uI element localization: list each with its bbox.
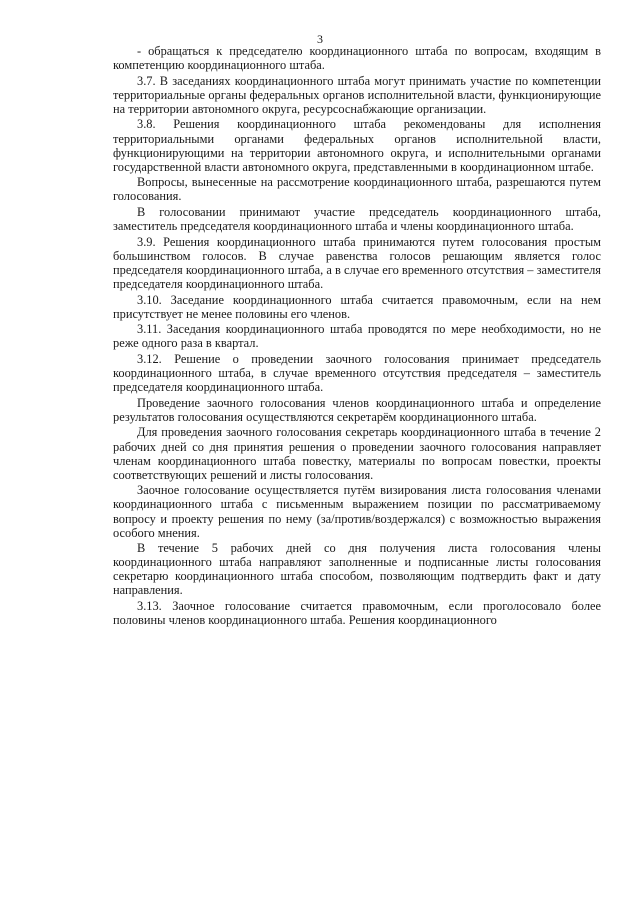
paragraph-absentee-vote-materials: Для проведения заочного голосования секретарь координационного штаба в течение 2 рабочих дней со дня принятия решения о проведении заочного голосования направляет членам координационного штаба повестку, материалы по вопросам повестки, проекты соответствующих решений и листы голосования. [113,425,601,482]
paragraph-voting-questions: Вопросы, вынесенные на рассмотрение координационного штаба, разрешаются путем голосования. [113,175,601,204]
paragraph-absentee-vote-procedure: Заочное голосование осуществляется путём визирования листа голосования членами координационного штаба с письменным выражением позиции по рассматриваемому вопросу и проекту решения по нему (за/против/воздержался) с возможностью выражения особого мнения. [113,483,601,540]
paragraph-3-13: 3.13. Заочное голосование считается правомочным, если проголосовало более половины членов координационного штаба. Решения координационного [113,599,601,628]
paragraph-voting-participants: В голосовании принимают участие председатель координационного штаба, заместитель председателя координационного штаба и члены координационного штаба. [113,205,601,234]
paragraph-3-12: 3.12. Решение о проведении заочного голосования принимает председатель координационного штаба, в случае временного отсутствия председателя – заместитель председателя координационного штаба. [113,351,601,395]
paragraph-3-8: 3.8. Решения координационного штаба рекомендованы для исполнения территориальными органами федеральных органов исполнительной власти, функционирующими на территории автономного округа, и исполнительными органами государственной власти автономного округа, представленными в координационном штабе. [113,117,601,174]
page-number: 3 [317,32,323,46]
paragraph-contact-chair: - обращаться к председателю координационного штаба по вопросам, входящим в компетенцию координационного штаба. [113,44,601,73]
paragraph-absentee-vote-secretary: Проведение заочного голосования членов координационного штаба и определение результатов голосования осуществляются секретарём координационного штаба. [113,395,601,424]
paragraph-3-10: 3.10. Заседание координационного штаба считается правомочным, если на нем присутствует не менее половины его членов. [113,292,601,321]
paragraph-3-9: 3.9. Решения координационного штаба принимаются путем голосования простым большинством голосов. В случае равенства голосов решающим является голос председателя координационного штаба, а в случае его временного отсутствия – заместителя председателя координационного штаба. [113,234,601,291]
document-body [113,44,601,629]
paragraph-absentee-vote-deadline: В течение 5 рабочих дней со дня получения листа голосования члены координационного штаба направляют заполненные и подписанные листы голосования секретарю координационного штаба способом, позволяющим подтвердить факт и дату направления. [113,541,601,598]
paragraph-3-11: 3.11. Заседания координационного штаба проводятся по мере необходимости, но не реже одного раза в квартал. [113,322,601,351]
paragraph-3-7: 3.7. В заседаниях координационного штаба могут принимать участие по компетенции территориальные органы федеральных органов исполнительной власти, функционирующие на территории автономного округа, ресурсоснабжающие организации. [113,73,601,116]
